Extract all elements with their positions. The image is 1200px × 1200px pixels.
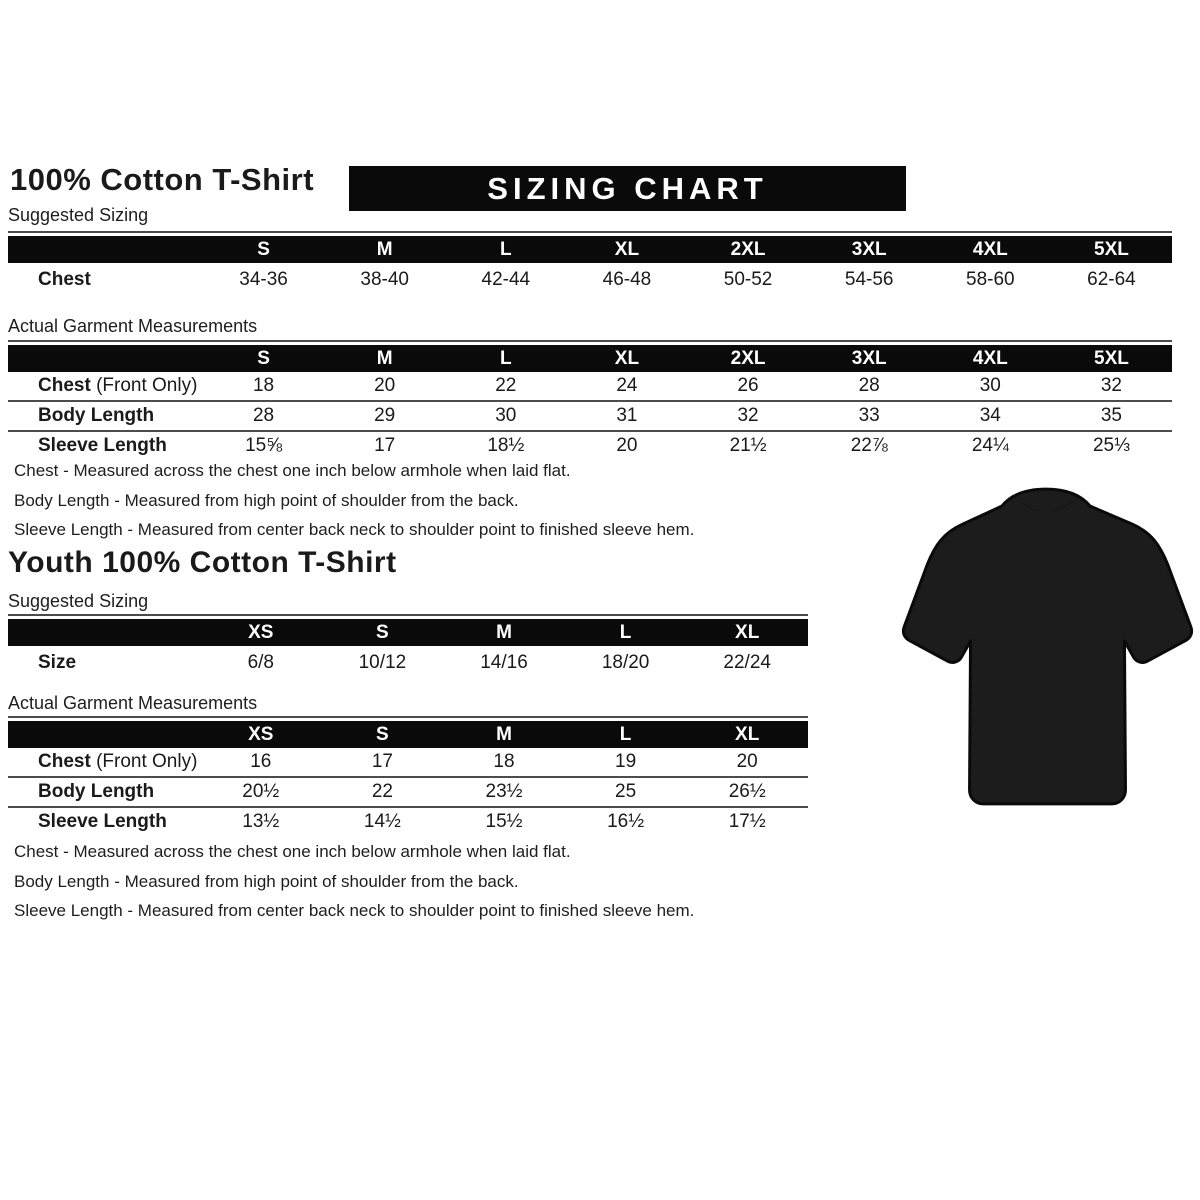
table-cell: 13½ bbox=[242, 811, 280, 832]
row-label-text: Body Length bbox=[38, 405, 155, 426]
page-title: 100% Cotton T-Shirt bbox=[10, 162, 315, 197]
table-cell: 25 bbox=[615, 781, 637, 802]
youth-suggested-sizing-label: Suggested Sizing bbox=[8, 591, 149, 611]
row-label bbox=[8, 402, 203, 430]
column-header: 3XL bbox=[851, 238, 887, 260]
table-cell: 18/20 bbox=[601, 651, 650, 673]
table-cell: 32 bbox=[1100, 375, 1122, 396]
table-cell: 50-52 bbox=[723, 268, 773, 290]
table-cell: 23½ bbox=[485, 781, 523, 802]
note-line: Sleeve Length - Measured from center back neck to shoulder point to finished sleeve hem. bbox=[14, 520, 695, 539]
header-corner-cell bbox=[8, 721, 200, 748]
adult-suggested-sizing-table bbox=[8, 231, 1172, 296]
table-cell: 15½ bbox=[485, 811, 523, 832]
column-header: XL bbox=[614, 238, 640, 260]
row-label bbox=[8, 808, 200, 836]
row-label-text: Chest bbox=[38, 375, 91, 396]
column-header: XS bbox=[248, 621, 274, 643]
row-label bbox=[8, 372, 203, 400]
youth-actual-measurements-table bbox=[8, 716, 808, 836]
column-header: 2XL bbox=[730, 347, 766, 369]
table-cell: 22 bbox=[371, 781, 393, 802]
table-cell: 26 bbox=[737, 375, 759, 396]
column-header: M bbox=[496, 621, 512, 643]
column-header: XS bbox=[248, 723, 274, 745]
table-row bbox=[8, 646, 808, 679]
column-header: S bbox=[257, 347, 270, 369]
youth-suggested-sizing-table bbox=[8, 614, 808, 679]
column-header: M bbox=[376, 238, 393, 260]
table-cell: 30 bbox=[495, 405, 517, 426]
row-label-text: Sleeve Length bbox=[38, 811, 167, 832]
row-label bbox=[8, 748, 200, 776]
table-cell: 10/12 bbox=[358, 651, 407, 673]
table-cell: 15⅝ bbox=[245, 435, 283, 456]
table-cell: 32 bbox=[737, 405, 759, 426]
row-label-text: Size bbox=[38, 651, 77, 673]
table-cell: 33 bbox=[858, 405, 880, 426]
column-header: L bbox=[500, 347, 512, 369]
column-header: XL bbox=[614, 347, 640, 369]
table-cell: 62-64 bbox=[1087, 268, 1136, 290]
row-label-text: Chest bbox=[38, 751, 91, 772]
table-cell: 24 bbox=[616, 375, 638, 396]
table-cell: 34-36 bbox=[239, 268, 288, 290]
table-cell: 6/8 bbox=[247, 651, 274, 673]
table-row bbox=[8, 402, 1172, 432]
table-cell: 14/16 bbox=[480, 651, 528, 673]
table-cell: 22⅞ bbox=[850, 435, 888, 456]
table-cell: 21½ bbox=[729, 435, 767, 456]
adult-actual-measurements-table bbox=[8, 340, 1172, 460]
table-header-row bbox=[8, 721, 808, 748]
column-header: S bbox=[257, 238, 270, 260]
table-row bbox=[8, 778, 808, 808]
table-cell: 17 bbox=[374, 435, 396, 456]
table-cell: 20 bbox=[616, 435, 638, 456]
table-cell: 16 bbox=[250, 751, 272, 772]
adult-suggested-sizing-label: Suggested Sizing bbox=[8, 205, 149, 225]
row-label bbox=[8, 646, 200, 679]
table-cell: 20½ bbox=[242, 781, 280, 802]
table-cell: 58-60 bbox=[966, 268, 1015, 290]
column-header: M bbox=[496, 723, 512, 745]
header-corner-cell bbox=[8, 619, 200, 646]
table-cell: 18 bbox=[252, 375, 275, 396]
table-cell: 28 bbox=[252, 405, 275, 426]
table-cell: 18 bbox=[493, 751, 515, 772]
row-label-text: Chest bbox=[38, 268, 91, 290]
table-cell: 17 bbox=[371, 751, 393, 772]
table-row bbox=[8, 372, 1172, 402]
youth-section-title: Youth 100% Cotton T-Shirt bbox=[8, 546, 397, 579]
row-label-text: Body Length bbox=[38, 781, 155, 802]
table-cell: 20 bbox=[736, 751, 758, 772]
adult-actual-measurements-label: Actual Garment Measurements bbox=[8, 316, 258, 336]
table-cell: 38-40 bbox=[360, 268, 409, 290]
column-header: M bbox=[376, 347, 393, 369]
note-line: Body Length - Measured from high point of shoulder from the back. bbox=[14, 490, 519, 510]
row-label-suffix: (Front Only) bbox=[90, 375, 198, 396]
table-row bbox=[8, 748, 808, 778]
youth-measurement-notes bbox=[14, 837, 694, 926]
table-header-row bbox=[8, 236, 1172, 263]
table-cell: 35 bbox=[1100, 405, 1122, 426]
header-corner-cell bbox=[8, 236, 203, 263]
column-header: 3XL bbox=[851, 347, 887, 369]
table-cell: 22 bbox=[495, 375, 517, 396]
table-row bbox=[8, 263, 1172, 296]
table-cell: 54-56 bbox=[844, 268, 894, 290]
column-header: 5XL bbox=[1094, 238, 1129, 260]
youth-actual-measurements-label: Actual Garment Measurements bbox=[8, 693, 258, 713]
row-label bbox=[8, 263, 203, 296]
note-line: Chest - Measured across the chest one inch below armhole when laid flat. bbox=[14, 842, 571, 861]
table-cell: 17½ bbox=[728, 811, 766, 832]
sizing-chart-banner bbox=[349, 166, 906, 211]
column-header: 5XL bbox=[1094, 347, 1129, 369]
table-cell: 46-48 bbox=[602, 268, 652, 290]
column-header: S bbox=[376, 621, 389, 643]
table-row bbox=[8, 808, 808, 836]
black-tshirt-image bbox=[895, 476, 1197, 818]
column-header: 2XL bbox=[730, 238, 766, 260]
column-header: S bbox=[376, 723, 389, 745]
tshirt-silhouette bbox=[903, 489, 1191, 804]
table-cell: 19 bbox=[615, 751, 637, 772]
adult-measurement-notes bbox=[14, 456, 694, 545]
table-header-row bbox=[8, 345, 1172, 372]
column-header: XL bbox=[735, 723, 760, 745]
table-cell: 29 bbox=[374, 405, 396, 426]
table-cell: 31 bbox=[616, 405, 638, 426]
table-cell: 18½ bbox=[487, 435, 525, 456]
row-label bbox=[8, 778, 200, 806]
row-label-text: Sleeve Length bbox=[38, 435, 167, 456]
row-label-suffix: (Front Only) bbox=[90, 751, 198, 772]
table-cell: 30 bbox=[979, 375, 1001, 396]
table-cell: 20 bbox=[374, 375, 396, 396]
table-cell: 42-44 bbox=[481, 268, 531, 290]
note-line: Chest - Measured across the chest one inch below armhole when laid flat. bbox=[14, 461, 571, 480]
column-header: L bbox=[619, 621, 632, 643]
column-header: 4XL bbox=[972, 347, 1008, 369]
table-cell: 34 bbox=[979, 405, 1001, 426]
tshirt-graphic bbox=[895, 476, 1197, 818]
table-cell: 16½ bbox=[607, 811, 645, 832]
sizing-chart-banner-label: SIZING CHART bbox=[487, 170, 768, 206]
table-cell: 28 bbox=[858, 375, 880, 396]
column-header: 4XL bbox=[972, 238, 1008, 260]
table-header-row bbox=[8, 619, 808, 646]
note-line: Sleeve Length - Measured from center back neck to shoulder point to finished sleeve hem. bbox=[14, 901, 695, 920]
header-corner-cell bbox=[8, 345, 203, 372]
table-cell: 25⅓ bbox=[1092, 435, 1130, 456]
table-cell: 14½ bbox=[363, 811, 401, 832]
column-header: XL bbox=[735, 621, 760, 643]
table-cell: 24¼ bbox=[971, 435, 1009, 456]
table-cell: 22/24 bbox=[723, 651, 771, 673]
table-cell: 26½ bbox=[728, 781, 766, 802]
note-line: Body Length - Measured from high point of shoulder from the back. bbox=[14, 871, 519, 891]
column-header: L bbox=[619, 723, 632, 745]
column-header: L bbox=[500, 238, 512, 260]
